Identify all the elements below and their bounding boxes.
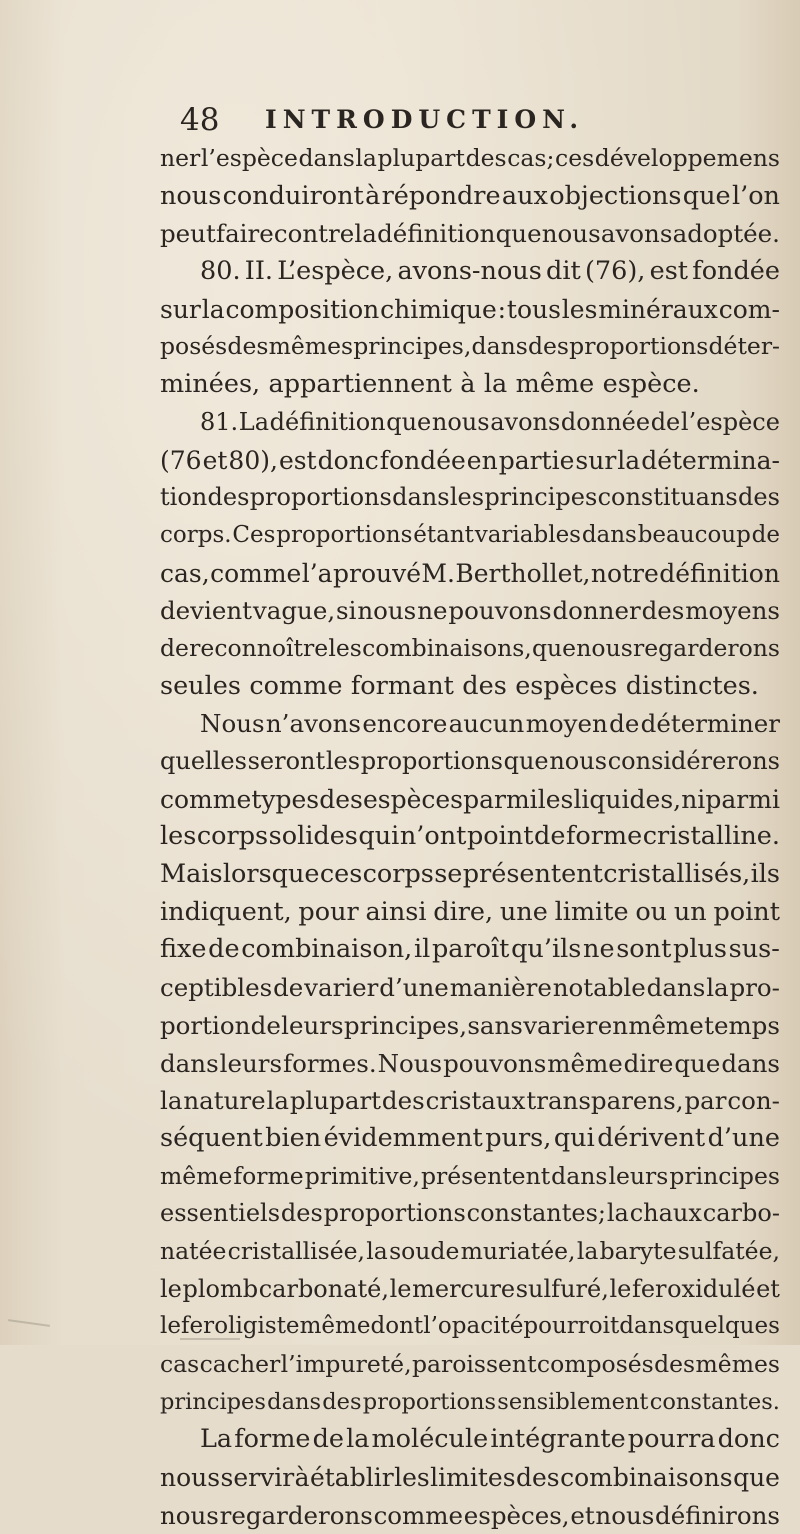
text-line: cas cacher l’impureté, paroissent composés des mêmes bbox=[160, 1350, 780, 1378]
text-line: La forme de la molécule intégrante pourra donc bbox=[200, 1424, 780, 1455]
text-line: nous regarderons comme espèces, et nous définirons bbox=[160, 1500, 780, 1530]
text-line: minées, appartiennent à la même espèce. bbox=[160, 369, 700, 400]
text-line: même forme primitive, présentent dans leurs principes bbox=[160, 1161, 780, 1190]
text-line: nous conduiront à répondre aux objections que l’on bbox=[160, 180, 780, 211]
text-line: séquent bien évidemment purs, qui dérivent d’une bbox=[160, 1122, 780, 1153]
text-line: Nous n’avons encore aucun moyen de déterminer bbox=[200, 709, 780, 739]
text-line: principes dans des proportions sensiblement constantes. bbox=[160, 1388, 780, 1415]
text-line: la nature la plupart des cristaux transparens, par con- bbox=[160, 1086, 780, 1116]
text-line: natée cristallisée, la soude muriatée, la baryte sulfatée, bbox=[160, 1236, 780, 1265]
text-line: indiquent, pour ainsi dire, une limite ou un point bbox=[160, 896, 780, 927]
text-line: (76 et 80), est donc fondée en partie sur la détermina- bbox=[160, 445, 780, 475]
page-smudge bbox=[180, 1338, 240, 1340]
text-line: le fer oligiste même dont l’opacité pourroit dans quelques bbox=[160, 1313, 780, 1340]
text-line: cas, comme l’a prouvé M. Berthollet, notre définition bbox=[160, 558, 780, 588]
page-smudge bbox=[8, 1319, 50, 1327]
text-line: tion des proportions dans les principes constituans des bbox=[160, 483, 780, 512]
text-line: seules comme formant des espèces distinctes. bbox=[160, 670, 759, 701]
text-line: posés des mêmes principes, dans des proportions déter- bbox=[160, 332, 780, 361]
text-line: nous servir à établir les limites des combinaisons que bbox=[160, 1463, 780, 1493]
text-line: essentiels des proportions constantes; la chaux carbo- bbox=[160, 1199, 780, 1228]
text-line: fixe de combinaison, il paroît qu’ils ne sont plus sus- bbox=[160, 934, 780, 965]
text-line: portion de leurs principes, sans varier en même temps bbox=[160, 1010, 780, 1040]
text-line: comme types des espèces parmi les liquides, ni parmi bbox=[160, 784, 780, 814]
body-text bbox=[160, 140, 780, 1534]
page-number: 48 bbox=[180, 102, 220, 138]
text-line: les corps solides qui n’ont point de forme cristalline. bbox=[160, 821, 780, 852]
text-line: sur la composition chimique : tous les minéraux com- bbox=[160, 294, 780, 324]
text-line: le plomb carbonaté, le mercure sulfuré, le fer oxidulé et bbox=[160, 1274, 780, 1303]
text-line: ceptibles de varier d’une manière notable dans la pro- bbox=[160, 973, 780, 1003]
text-line: 81. La définition que nous avons donnée de l’espèce bbox=[200, 407, 780, 436]
text-line: peut faire contre la définition que nous avons adoptée. bbox=[160, 219, 780, 249]
page-header bbox=[180, 100, 740, 140]
text-line: corps. Ces proportions étant variables dans beaucoup de bbox=[160, 521, 780, 548]
text-line: 80. II. L’espèce, avons-nous dit (76), est fondée bbox=[200, 256, 780, 287]
text-line: Mais lorsque ces corps se présentent cristallisés, ils bbox=[160, 859, 780, 890]
text-line: dans leurs formes. Nous pouvons même dire que dans bbox=[160, 1048, 780, 1078]
text-line: de reconnoître les combinaisons, que nous regarderons bbox=[160, 633, 780, 662]
text-line: devient vague, si nous ne pouvons donner des moyens bbox=[160, 596, 780, 626]
text-line: ner l’espèce dans la plupart des cas; ces développemens bbox=[160, 144, 780, 172]
running-title: INTRODUCTION. bbox=[265, 105, 585, 134]
text-line: quelles seront les proportions que nous considérerons bbox=[160, 747, 780, 775]
